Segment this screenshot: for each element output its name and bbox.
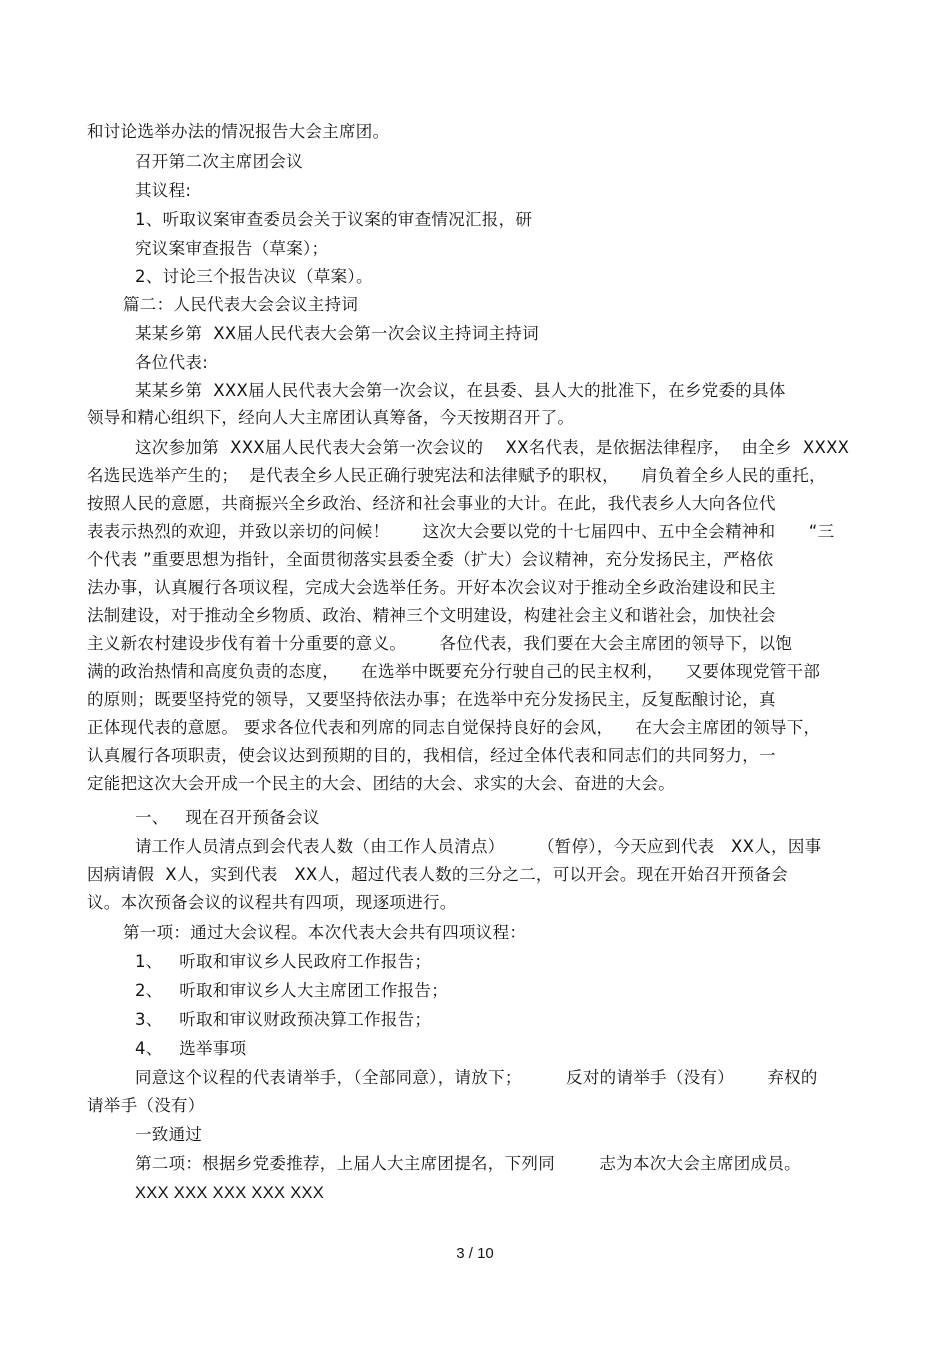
text-line: 各位代表: [135,353,209,372]
text-line: 请工作人员清点到会代表人数（由工作人员清点） （暂停），今天应到代表 XX人，因事 [135,837,822,856]
list-item: 3、 听取和审议财政预决算工作报告； [135,1010,432,1029]
text-line: 认真履行各项职责，使会议达到预期的目的，我相信，经过全体代表和同志们的共同努力，一 [87,746,776,765]
text-line: 1、听取议案审查委员会关于议案的审查情况汇报，研 [135,210,533,229]
text-line: 议。本次预备会议的议程共有四项，现逐项进行。 [87,893,457,912]
list-item: 1、 听取和审议乡人民政府工作报告； [135,952,432,971]
page-number: 3 / 10 [456,1245,494,1262]
text-line: 满的政治热情和高度负责的态度， 在选举中既要充分行驶自己的民主权利， 又要体现党管干部 [87,662,821,681]
text-line: 定能把这次大会开成一个民主的大会、团结的大会、求实的大会、奋进的大会。 [87,774,675,793]
text-line: 因病请假 X人，实到代表 XX人，超过代表人数的三分之二，可以开会。现在开始召开预备会 [87,865,788,884]
list-item: 4、 选举事项 [135,1039,247,1058]
text-line: 法办事，认真履行各项议程，完成大会选举任务。开好本次会议对于推动全乡政治建设和民主 [87,578,776,597]
text-line: 一致通过 [135,1125,203,1144]
section-heading: 篇二：人民代表大会会议主持词 [123,295,359,314]
text-line: 个代表 ”重要思想为指针，全面贯彻落实县委全委（扩大）会议精神，充分发扬民主，严格依 [87,550,774,569]
text-line: 究议案审查报告（草案）； [135,239,329,258]
text-line: 其议程: [135,181,192,200]
text-line: 和讨论选举办法的情况报告大会主席团。 [87,122,390,141]
text-line: 的原则；既要坚持党的领导，又要坚持依法办事；在选举中充分发扬民主，反复酝酿讨论，真 [87,690,776,709]
text-line: 2、讨论三个报告决议（草案）。 [135,267,373,286]
text-line: 请举手（没有） [87,1096,205,1115]
text-line: 法制建设，对于推动全乡物质、政治、精神三个文明建设，构建社会主义和谐社会，加快社会 [87,606,776,625]
text-line: 某某乡第 XXX届人民代表大会第一次会议，在县委、县人大的批准下，在乡党委的具体 [135,381,786,400]
text-line: 第二项：根据乡党委推荐，上届人大主席团提名，下列同 志为本次大会主席团成员。 [135,1154,801,1173]
section-heading: 一、 现在召开预备会议 [135,808,320,827]
text-line: 表表示热烈的欢迎，并致以亲切的问候！ 这次大会要以党的十七届四中、五中全会精神和 “三 [87,522,835,541]
text-line: 同意这个议程的代表请举手，（全部同意），请放下； 反对的请举手（没有） 弃权的 [135,1068,818,1087]
text-line: 这次参加第 XXX届人民代表大会第一次会议的 XX名代表，是依据法律程序， 由全乡 XXXX [135,438,850,457]
text-line: 召开第二次主席团会议 [135,152,303,171]
text-line: 正体现代表的意愿。 要求各位代表和列席的同志自觉保持良好的会风， 在大会主席团的领导下， [87,718,821,737]
text-line: 领导和精心组织下，经向人大主席团认真筹备，今天按期召开了。 [87,408,575,427]
text-line: 名选民选举产生的； 是代表全乡人民正确行驶宪法和法律赋予的职权， 肩负着全乡人民的重托， [87,466,826,485]
text-line: 某某乡第 XX届人民代表大会第一次会议主持词主持词 [135,324,539,343]
text-line: 第一项：通过大会议程。本次代表大会共有四项议程： [123,923,527,942]
text-line: XXX XXX XXX XXX XXX [135,1184,325,1202]
list-item: 2、 听取和审议乡人大主席团工作报告； [135,981,449,1000]
text-line: 主义新农村建设步伐有着十分重要的意义。 各位代表，我们要在大会主席团的领导下，以饱 [87,634,793,653]
text-line: 按照人民的意愿，共商振兴全乡政治、经济和社会事业的大计。在此，我代表乡人大向各位代 [87,494,776,513]
